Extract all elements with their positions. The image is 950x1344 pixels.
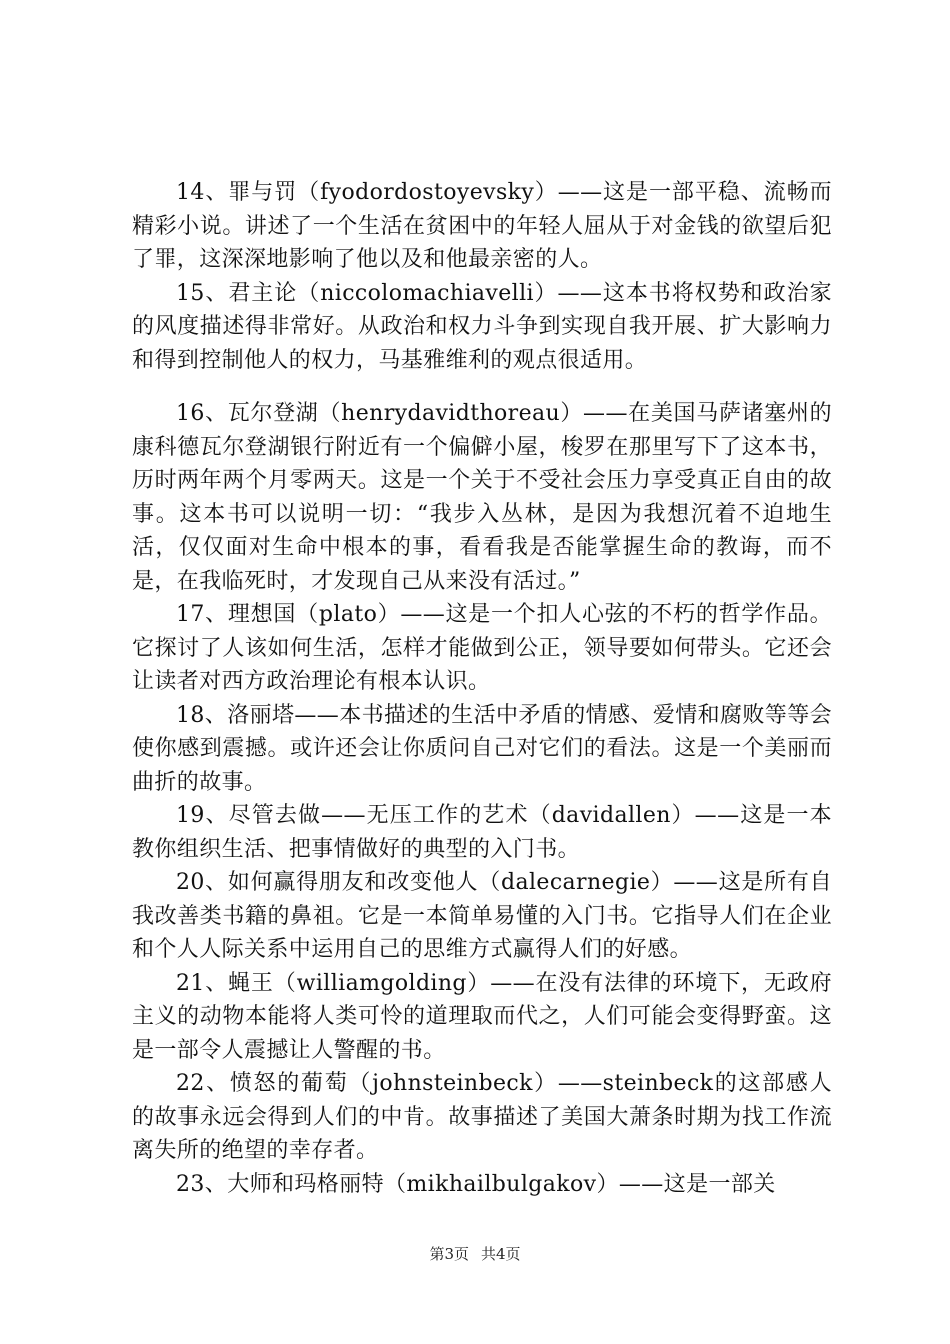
paragraph-15: 15、君主论（niccolomachiavelli）——这本书将权势和政治家的风度描述得非常好。从政治和权力斗争到实现自我开展、扩大影响力和得到控制他人的权力，马基雅维利的观点很适用。	[132, 280, 832, 373]
paragraph-18: 18、洛丽塔——本书描述的生活中矛盾的情感、爱情和腐败等等会使你感到震撼。或许还会让你质问自己对它们的看法。这是一个美丽而曲折的故事。	[132, 702, 832, 795]
paragraph-23: 23、大师和玛格丽特（mikhailbulgakov）——这是一部关	[176, 1171, 776, 1197]
paragraph-17: 17、理想国（plato）——这是一个扣人心弦的不朽的哲学作品。它探讨了人该如何生活，怎样才能做到公正，领导要如何带头。它还会让读者对西方政治理论有根本认识。	[132, 602, 832, 694]
paragraph-19: 19、尽管去做——无压工作的艺术（davidallen）——这是一本教你组织生活、把事情做好的典型的入门书。	[132, 803, 832, 862]
paragraph-14: 14、罪与罚（fyodordostoyevsky）——这是一部平稳、流畅而精彩小说。讲述了一个生活在贫困中的年轻人屈从于对金钱的欲望后犯了罪，这深深地影响了他以及和他最亲密的人。	[132, 180, 832, 272]
paragraph-22: 22、愤怒的葡萄（johnsteinbeck）——steinbeck的这部感人的故事永远会得到人们的中肯。故事描述了美国大萧条时期为找工作流离失所的绝望的幸存者。	[132, 1071, 832, 1163]
page-total: 共4页	[481, 1245, 521, 1263]
paragraph-20: 20、如何赢得朋友和改变他人（dalecarnegie）——这是所有自我改善类书籍的鼻祖。它是一本简单易懂的入门书。它指导人们在企业和个人人际关系中运用自己的思维方式赢得人们的好感。	[132, 870, 832, 962]
page-footer	[0, 1244, 950, 1264]
document-body	[132, 176, 832, 1201]
paragraph-16: 16、瓦尔登湖（henrydavidthoreau）——在美国马萨诸塞州的康科德瓦尔登湖银行附近有一个偏僻小屋，梭罗在那里写下了这本书，历时两年两个月零两天。这是一个关于不受社会压力享受真正自由的故事。这本书可以说明一切：“我步入丛林，是因为我想沉着不迫地生活，仅仅面对生命中根本的事，看看我是否能掌握生命的教诲，而不是，在我临死时，才发现自己从来没有活过。”	[132, 401, 832, 594]
page-number: 第3页	[429, 1245, 469, 1263]
paragraph-21: 21、蝇王（williamgolding）——在没有法律的环境下，无政府主义的动物本能将人类可怜的道理取而代之，人们可能会变得野蛮。这是一部令人震撼让人警醒的书。	[132, 970, 832, 1063]
